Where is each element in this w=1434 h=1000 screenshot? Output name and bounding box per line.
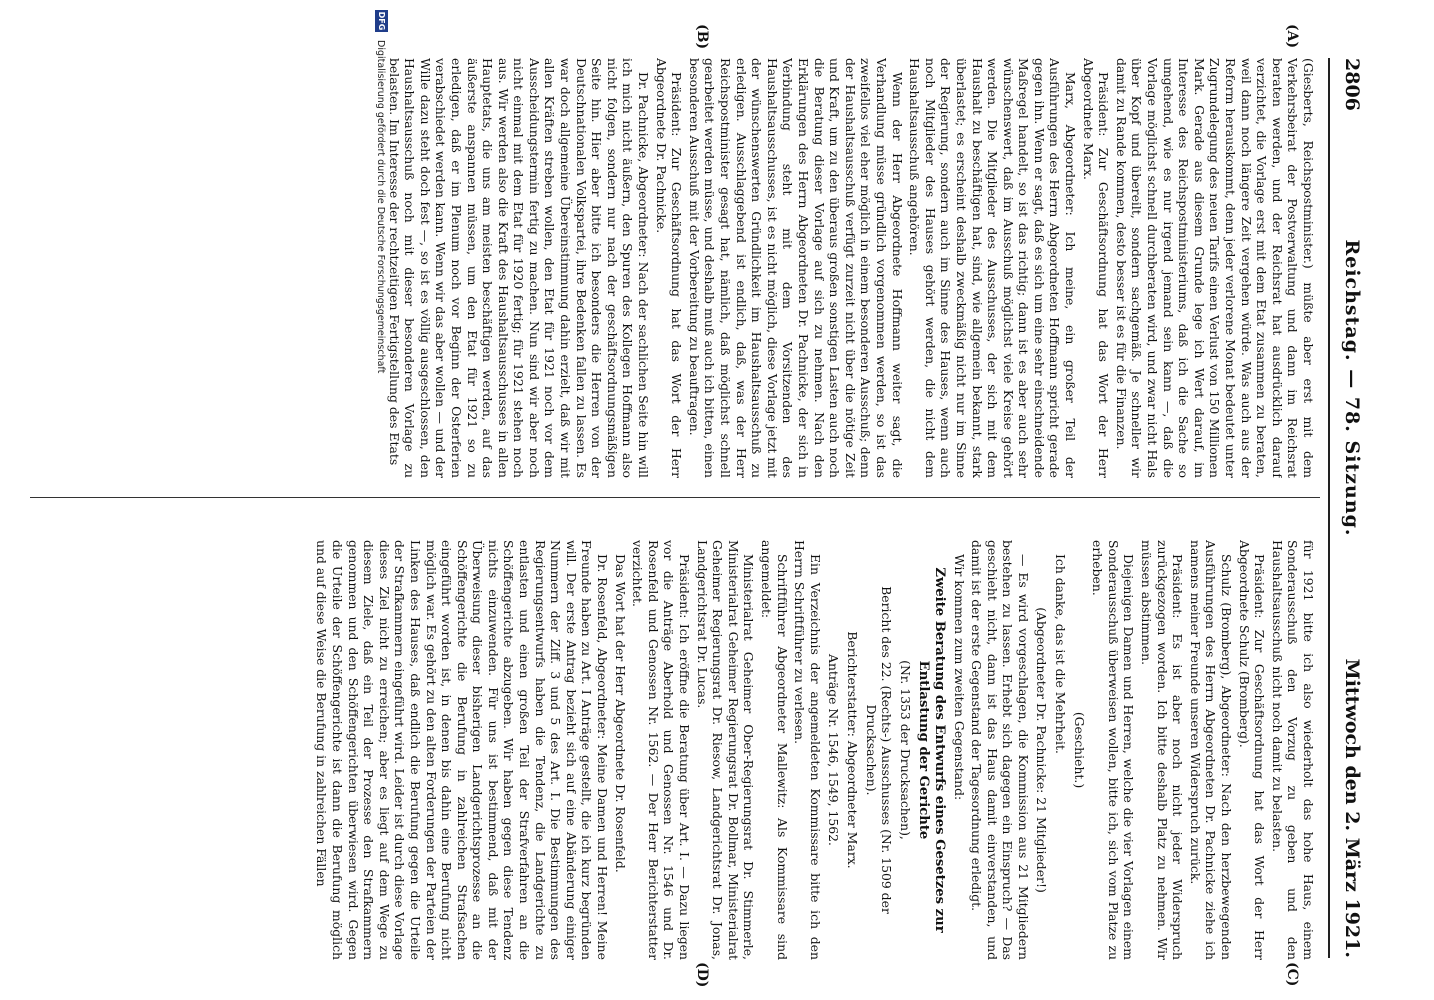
paragraph: — Es wird vorgeschlagen, die Kommission aus 21 Mitgliedern bestehen zu lassen. Erhebt sich dagegen ein Einspruch? — Das geschieht nicht, dann ist das Haus damit einverstanden, und damit ist der erste Gegenstand der Tagesordnung erledigt. — [969, 540, 1031, 960]
paragraph: Präsident: Ich eröffne die Beratung über Art. I. — Dazu liegen vor die Anträge Aberhold und Genossen Nr. 1546 und Dr. Rosenfeld und Genossen Nr. 1562. — Der Herr Berichterstatter verzichtet. — [630, 540, 693, 960]
footer — [366, 0, 390, 1000]
footer-credit: Digitalisierung gefördert durch die Deutsche Forschungsgemeinschaft — [375, 40, 386, 374]
paragraph: Marx, Abgeordneter: Ich meine, ein großer Teil der Ausführungen des Herrn Abgeordneten Hoffmann spricht gerade gegen ihn. Wenn er sagt, daß es sich um eine sehr einschneidende Maßregel handelt, so ist das richtig; dann ist es aber auch sehr wünschenswert, daß im Ausschuß möglichst viele Kreise gehört werden. Die Mitglieder des Ausschusses, der sich mit dem Haushalt zu beschäftigen hat, sind, wie allgemein bekannt, stark überlastet; es erscheint deshalb zweckmäßig nicht nur im Sinne der Regierung, sondern auch im Sinne des Hauses, wenn auch noch Mitglieder des Hauses gehört werden, die nicht dem Haushaltsausschuß angehören. — [907, 58, 1079, 478]
paragraph: Ministerialrat Geheimer Ober-Regierungsrat Dr. Stimmerle, Ministerialrat Geheimer Regierungsrat Dr. Bollmar, Ministerialrat Geheimer Regierungsrat Dr. Riesow, Landgerichtsrat Dr. Jonas, Landgerichtsrat Dr. Lucas. — [694, 540, 757, 960]
interjection: (Abgeordneter Dr. Pachnicke: 21 Mitglieder!) — [1034, 607, 1050, 893]
paragraph: Dr. Rosenfeld, Abgeordneter: Meine Damen und Herren! Meine Freunde haben zu Art. I Anträge gestellt, die ich kurz begründen will. Der erste Antrag bezieht sich auf eine Abänderung einiger Nummern der Ziff. 3 und 5 des Art. I. Die Bestimmungen des Regierungsentwurfs haben die Tendenz, die Landgerichte zu entlasten und einen großen Teil der Strafverfahren an die Schöffengerichte abzugeben. Wir haben gegen diese Tendenz nichts einzuwenden. Für uns ist bestimmend, daß mit der Überweisung dieser bisherigen Landgerichtsprozesse an die Schöffengerichte die Berufung in zahlreichen Strafsachen eingeführt worden ist, in denen bis dahin eine Berufung nicht möglich war. Es gehört zu den alten Forderungen der Parteien der Linken des Hauses, daß endlich die Berufung gegen die Urteile der Strafkammern eingeführt wird. Leider ist durch diese Vorlage dieses Ziel nicht zu erreichen; aber es liegt auf dem Wege zu diesem Ziele, daß ein Teil der Prozesse den Strafkammern genommen und den Schöffengerichten überwiesen wird. Gegen die Urteile der Schöffengerichte ist dann die Berufung möglich und auf diese Weise die Berufung in zahlreichen Fällen — [314, 540, 611, 960]
agenda-heading: Zweite Beratung des Entwurfs eines Gesetzes zur Entlastung der Gerichte — [916, 567, 947, 933]
right-column — [16, 540, 1316, 960]
page-number: 2806 — [1341, 58, 1363, 111]
session-title: Reichstag. — 78. Sitzung. — [1341, 239, 1363, 537]
agenda-line: (Nr. 1353 der Drucksachen), — [897, 660, 913, 840]
paragraph: Ich danke, das ist die Mehrheit. — [1053, 554, 1069, 754]
margin-mark-c: (C) — [1284, 962, 1300, 987]
paragraph: Ein Verzeichnis der angemeldeten Kommissare bitte ich den Herrn Schriftführer zu verlesen. — [792, 540, 823, 960]
paragraph: Präsident: Zur Geschäftsordnung hat das Wort der Herr Abgeordnete Schulz (Bromberg). — [1236, 540, 1268, 960]
paragraph: Präsident: Zur Geschäftsordnung hat das Wort der Herr Abgeordnete Marx. — [1080, 58, 1112, 478]
paragraph: Schriftführer Abgeordneter Mallewitz: Als Kommissare sind angemeldet: — [759, 540, 790, 960]
paragraph: für 1921 bitte ich also wiederholt das hohe Haus, einem Sonderausschuß den Vorzug zu geben und den Haushaltsausschuß nicht noch damit zu belasten. — [1269, 540, 1316, 960]
running-head — [1336, 58, 1368, 958]
paragraph: Dr. Pachnicke, Abgeordneter: Nach der sachlichen Seite hin will ich mich nicht äußern, den Spuren des Kollegen Hoffmann also nicht folgen, sondern nur nach der geschäftsordnungsmäßigen Seite hin. Hier aber bitte ich besonders die Herren von der Deutschnationalen Volkspartei, ihre Bedenken fallen zu lassen. Es war doch allgemeine Übereinstimmung dahin erzielt, daß wir mit allen Kräften streben wollen, den Etat für 1921 noch vor dem Ausscheidungstermin fertig zu machen. Nun sind wir aber noch nicht einmal mit dem Etat für 1920 fertig; für 1921 stehen noch aus. Wir werden also die Kraft des Haushaltsausschusses in allen Hauptetats, die uns am meisten beschäftigen werden, auf das äußerste anspannen müssen, um den Etat für 1921 so zu erledigen, daß er im Plenum noch vor Beginn der Osterferien verabschiedet werden kann. Wenn wir das aber wollen — und der Wille dazu steht doch fest —, so ist es völlig ausgeschlossen, den Haushaltsausschuß noch mit dieser besonderen Vorlage zu belasten. Im Interesse der rechtzeitigen Fertigstellung des Etats — [386, 58, 652, 478]
paragraph: Schulz (Bromberg), Abgeordneter: Nach den herzbewegenden Ausführungen des Herrn Abgeordneten Dr. Pachnicke ziehe ich namens meiner Freunde unseren Widerspruch zurück. — [1187, 540, 1235, 960]
paragraph: Wir kommen zum zweiten Gegenstand: — [951, 554, 967, 801]
interjection: (Geschieht.) — [1071, 711, 1087, 789]
paragraph: Präsident: Zur Geschäftsordnung hat das Wort der Herr Abgeordnete Dr. Pachnicke. — [653, 58, 685, 478]
margin-mark-b: (B) — [694, 24, 710, 50]
margin-mark-d: (D) — [694, 962, 710, 988]
session-date: Mittwoch den 2. März 1921. — [1341, 658, 1363, 958]
margin-mark-a: (A) — [1284, 24, 1300, 49]
agenda-line: Berichterstatter: Abgeordneter Marx. — [844, 631, 860, 869]
agenda-line: Anträge Nr. 1546, 1549, 1562. — [826, 654, 842, 846]
dfg-logo: DFG — [377, 11, 386, 31]
paragraph: Präsident: Es ist aber noch nicht jeder Widerspruch zurückgezogen worden. Ich bitte deshalb Platz zu nehmen. Wir müssen abstimmen. — [1139, 540, 1186, 960]
paragraph: Wenn der Herr Abgeordnete Hoffmann weiter sagt, die Verhandlung müsse gründlich vorgenommen werden, so ist das zweifellos viel eher möglich in einem besonderen Ausschuß; denn der Haushaltsausschuß verfügt zurzeit nicht über die nötige Zeit und Kraft, um zu den überaus großen sonstigen Lasten auch noch die Beratung dieser Vorlage auf sich zu nehmen. Nach den Erklärungen des Herrn Abgeordneten Dr. Pachnicke, der sich in Verbindung steht mit dem Vorsitzenden des Haushaltsausschusses, ist es nicht möglich, diese Vorlage jetzt mit der wünschenswerten Gründlichkeit im Haushaltsausschuß zu erledigen. Ausschlaggebend ist endlich, daß, was der Herr Reichspostminister gesagt hat, nämlich, daß möglichst schnell gearbeitet werden müsse, und deshalb muß auch ich bitten, einen besonderen Ausschuß mit der Vorbereitung zu beauftragen. — [686, 58, 905, 478]
paragraph: Diejenigen Damen und Herren, welche die vier Vorlagen einem Sonderausschuß überweisen wollen, bitte ich, sich vom Platze zu erheben. — [1090, 540, 1137, 960]
header-rule — [1328, 58, 1330, 958]
column-divider — [30, 497, 1320, 498]
paragraph: (Giesberts, Reichspostminister.) müßte aber erst mit dem Verkehrsbeirat der Postverwaltung und dann im Reichsrat beraten werden, und der Reichsrat hat ausdrücklich darauf verzichtet, die Vorlage erst mit dem Etat zusammen zu beraten, weil dann noch längere Zeit vergehen würde. Was auch aus der Reform herauskommt, denn jeder verlorene Monat bedeutet unter Zugrundelegung des neuen Tarifs einen Verlust von 150 Millionen Mark. Gerade aus diesem Grunde lege ich Wert darauf, im Interesse des Reichspostministeriums, daß ich die Sache so umgehend, wie es nur irgend jemand sein kann —, daß die Vorlage möglichst schnell durchberaten wird, und zwar nicht Hals über Kopf und übereilt, sondern sachgemäß. Je schneller wir damit zu Rande kommen, desto besser ist es für die Finanzen. — [1113, 58, 1316, 478]
paragraph: Das Wort hat der Herr Abgeordnete Dr. Rosenfeld. — [612, 554, 628, 873]
left-column — [16, 58, 1316, 478]
agenda-line: Bericht des 22. (Rechts-) Ausschusses (Nr. 1509 der Drucksachen). — [863, 586, 895, 914]
